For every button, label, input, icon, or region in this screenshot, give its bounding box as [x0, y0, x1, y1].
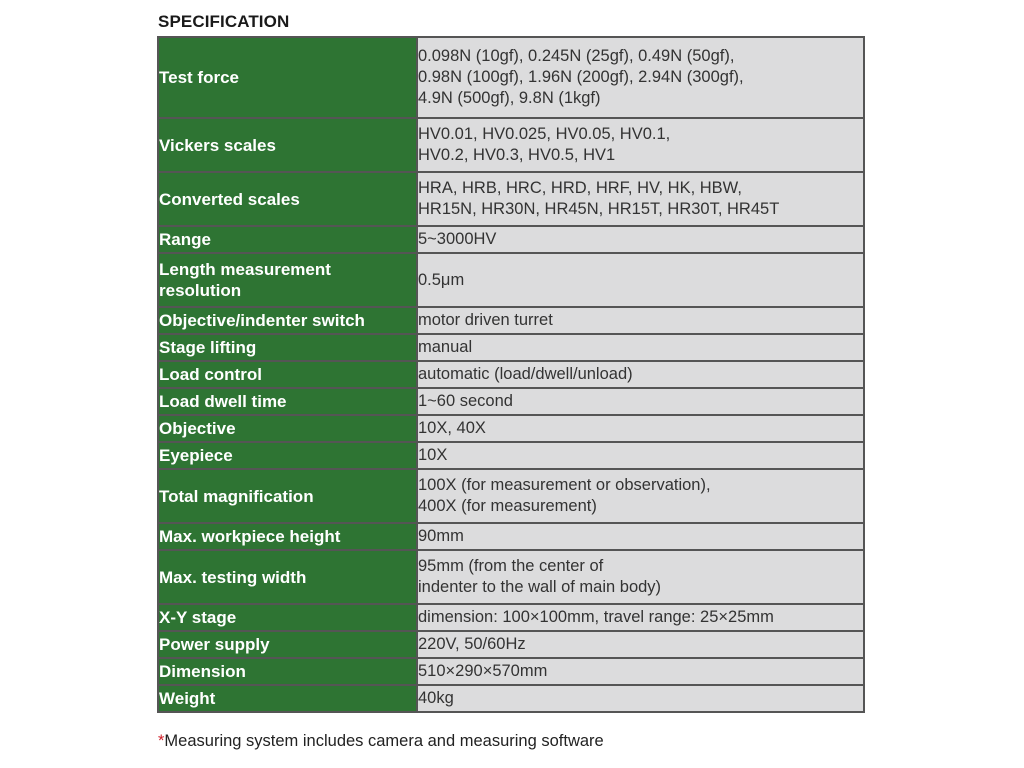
table-row — [158, 334, 864, 361]
footnote-text: Measuring system includes camera and measuring software — [164, 732, 604, 750]
table-row — [158, 604, 864, 631]
spec-value-xy-stage: dimension: 100×100mm, travel range: 25×25mm — [417, 604, 864, 631]
table-row — [158, 685, 864, 712]
spec-label-dimension: Dimension — [158, 658, 417, 685]
spec-label-load-control: Load control — [158, 361, 417, 388]
spec-value-total-magnification: 100X (for measurement or observation), 400X (for measurement) — [417, 469, 864, 523]
spec-value-weight: 40kg — [417, 685, 864, 712]
table-row — [158, 307, 864, 334]
table-row — [158, 631, 864, 658]
spec-value-test-force: 0.098N (10gf), 0.245N (25gf), 0.49N (50gf), 0.98N (100gf), 1.96N (200gf), 2.94N (300gf), 4.9N (500gf), 9.8N (1kgf) — [417, 37, 864, 118]
spec-label-objective-indenter-switch: Objective/indenter switch — [158, 307, 417, 334]
spec-value-dimension: 510×290×570mm — [417, 658, 864, 685]
spec-label-total-magnification: Total magnification — [158, 469, 417, 523]
spec-label-max-workpiece-height: Max. workpiece height — [158, 523, 417, 550]
spec-value-vickers-scales: HV0.01, HV0.025, HV0.05, HV0.1, HV0.2, HV0.3, HV0.5, HV1 — [417, 118, 864, 172]
table-row — [158, 388, 864, 415]
footnote — [158, 732, 604, 751]
spec-value-eyepiece: 10X — [417, 442, 864, 469]
spec-label-stage-lifting: Stage lifting — [158, 334, 417, 361]
footnote-marker: * — [158, 732, 165, 750]
spec-label-vickers-scales: Vickers scales — [158, 118, 417, 172]
spec-label-converted-scales: Converted scales — [158, 172, 417, 226]
spec-value-load-control: automatic (load/dwell/unload) — [417, 361, 864, 388]
table-row — [158, 550, 864, 604]
spec-value-load-dwell-time: 1~60 second — [417, 388, 864, 415]
specification-table — [157, 36, 865, 713]
table-row — [158, 469, 864, 523]
spec-label-xy-stage: X-Y stage — [158, 604, 417, 631]
spec-label-weight: Weight — [158, 685, 417, 712]
spec-value-converted-scales: HRA, HRB, HRC, HRD, HRF, HV, HK, HBW, HR15N, HR30N, HR45N, HR15T, HR30T, HR45T — [417, 172, 864, 226]
spec-value-objective: 10X, 40X — [417, 415, 864, 442]
spec-label-load-dwell-time: Load dwell time — [158, 388, 417, 415]
spec-label-objective: Objective — [158, 415, 417, 442]
spec-label-eyepiece: Eyepiece — [158, 442, 417, 469]
spec-label-max-testing-width: Max. testing width — [158, 550, 417, 604]
spec-value-power-supply: 220V, 50/60Hz — [417, 631, 864, 658]
spec-label-range: Range — [158, 226, 417, 253]
spec-value-max-testing-width: 95mm (from the center of indenter to the wall of main body) — [417, 550, 864, 604]
spec-label-power-supply: Power supply — [158, 631, 417, 658]
spec-value-range: 5~3000HV — [417, 226, 864, 253]
spec-value-length-resolution: 0.5μm — [417, 253, 864, 307]
page-title: SPECIFICATION — [158, 12, 290, 31]
spec-label-length-resolution: Length measurement resolution — [158, 253, 417, 307]
spec-value-max-workpiece-height: 90mm — [417, 523, 864, 550]
table-row — [158, 37, 864, 118]
table-row — [158, 172, 864, 226]
table-row — [158, 253, 864, 307]
table-row — [158, 658, 864, 685]
table-row — [158, 361, 864, 388]
table-row — [158, 415, 864, 442]
spec-value-objective-indenter-switch: motor driven turret — [417, 307, 864, 334]
table-row — [158, 442, 864, 469]
table-row — [158, 118, 864, 172]
spec-label-test-force: Test force — [158, 37, 417, 118]
spec-value-stage-lifting: manual — [417, 334, 864, 361]
table-row — [158, 523, 864, 550]
table-row — [158, 226, 864, 253]
